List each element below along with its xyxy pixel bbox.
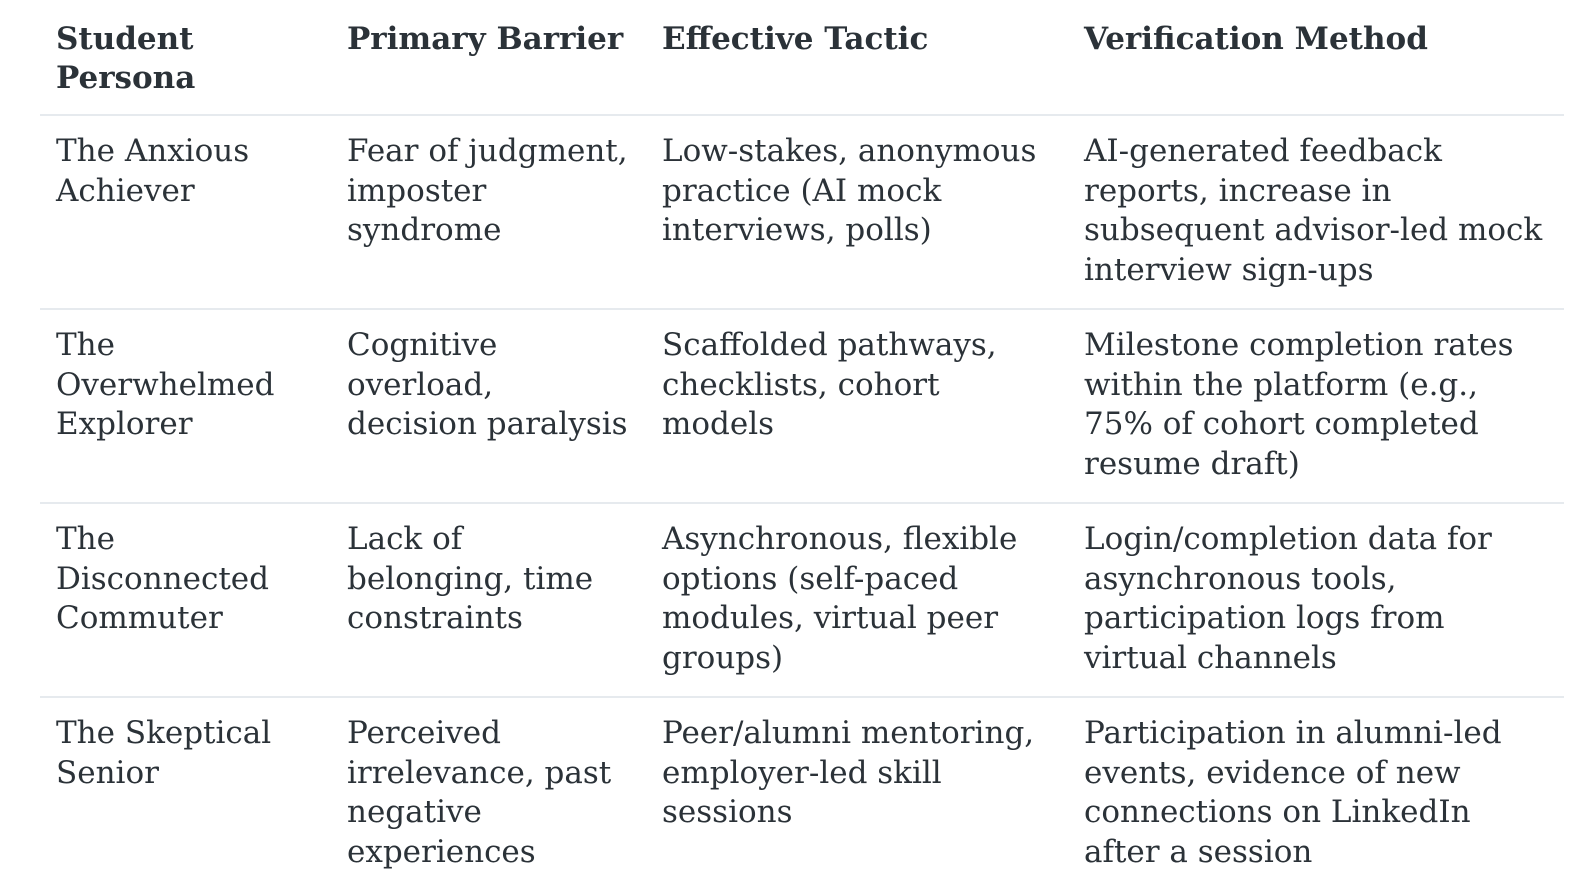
header-student-persona: Student Persona <box>40 0 331 115</box>
cell-barrier: Cognitive overload, decision paralysis <box>331 309 646 503</box>
cell-barrier: Lack of belonging, time constraints <box>331 503 646 697</box>
header-primary-barrier: Primary Barrier <box>331 0 646 115</box>
table-row <box>40 503 1564 697</box>
cell-tactic: Asynchronous, flexible options (self-paced modules, virtual peer groups) <box>646 503 1068 697</box>
cell-persona: The Overwhelmed Explorer <box>40 309 331 503</box>
cell-persona: The Disconnected Commuter <box>40 503 331 697</box>
cell-tactic: Scaffolded pathways, checklists, cohort models <box>646 309 1068 503</box>
cell-verification: AI-generated feedback reports, increase in subsequent advisor-led mock interview sign-ups <box>1068 115 1564 309</box>
cell-tactic: Low-stakes, anonymous practice (AI mock interviews, polls) <box>646 115 1068 309</box>
cell-persona: The Anxious Achiever <box>40 115 331 309</box>
cell-verification: Milestone completion rates within the platform (e.g., 75% of cohort completed resume draft) <box>1068 309 1564 503</box>
table-row <box>40 697 1564 890</box>
header-effective-tactic: Effective Tactic <box>646 0 1068 115</box>
header-verification-method: Verification Method <box>1068 0 1564 115</box>
cell-barrier: Fear of judgment, imposter syndrome <box>331 115 646 309</box>
cell-barrier: Perceived irrelevance, past negative experiences <box>347 715 612 870</box>
table-row <box>40 309 1564 503</box>
cell-verification: Participation in alumni-led events, evidence of new connections on LinkedIn after a session <box>1084 715 1502 870</box>
table-row <box>40 115 1564 309</box>
table-body <box>40 115 1564 890</box>
persona-strategy-table <box>40 0 1564 890</box>
cell-persona: The Skeptical Senior <box>56 715 272 791</box>
cell-tactic: Peer/alumni mentoring, employer-led skill sessions <box>662 715 1035 830</box>
cell-verification: Login/completion data for asynchronous tools, participation logs from virtual channels <box>1068 503 1564 697</box>
header-row <box>40 0 1564 115</box>
table-header <box>40 0 1564 115</box>
